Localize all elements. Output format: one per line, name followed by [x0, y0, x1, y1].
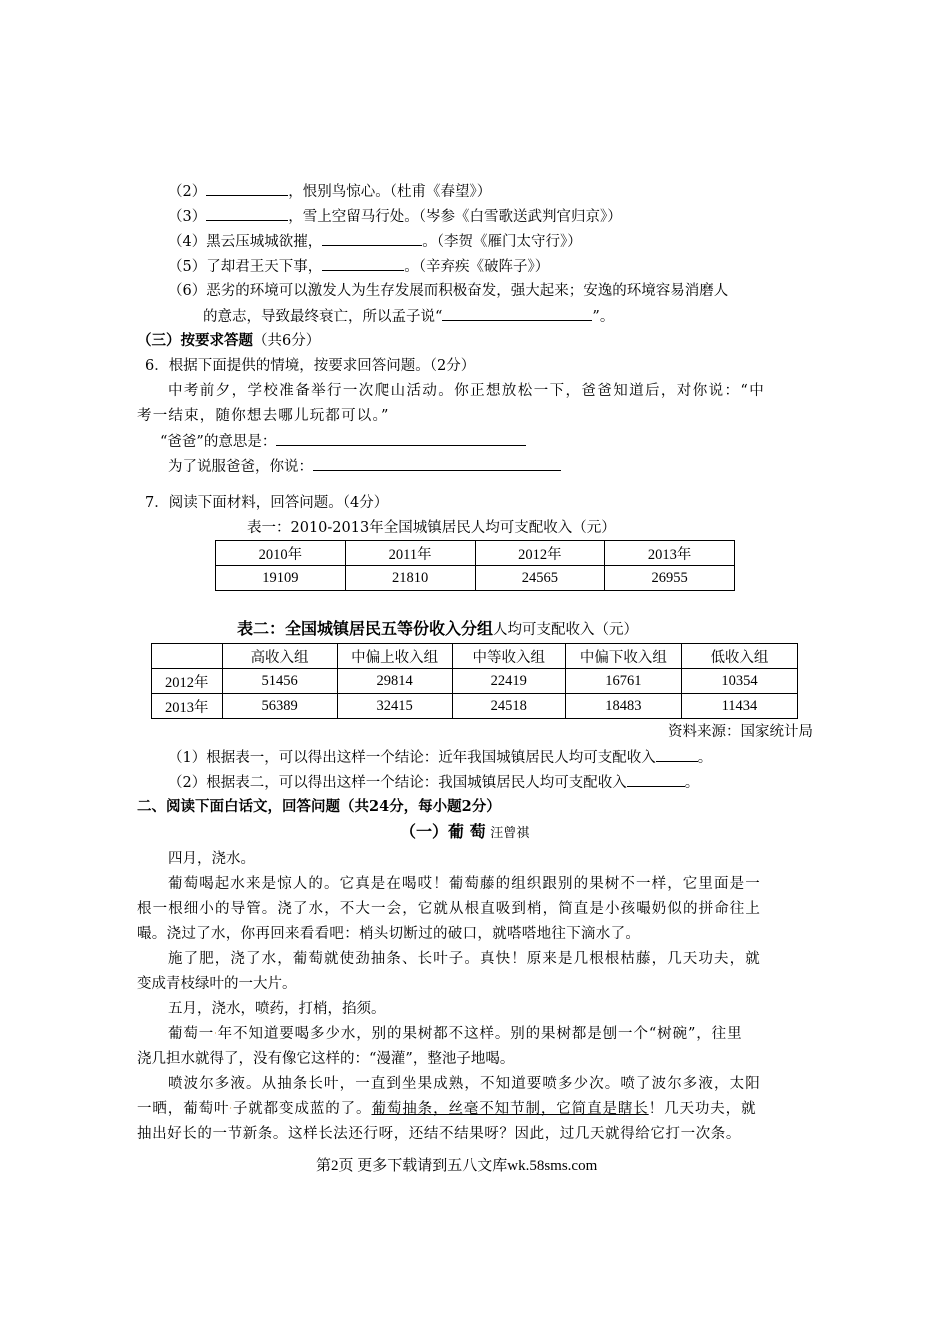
emphasis-dot: · — [229, 1104, 233, 1113]
table-cell: 19109 — [216, 566, 346, 591]
table-cell: 24565 — [475, 566, 605, 591]
table-cell — [152, 644, 223, 669]
table-cell: 高收入组 — [222, 644, 337, 669]
poem-line-3 — [168, 206, 622, 227]
article-line: 葡萄喝起水来是惊人的。它真是在喝哎！葡萄藤的组织跟别的果树不一样，它里面是一 — [168, 876, 761, 892]
q6-prompt-1: “爸爸”的意思是： — [160, 431, 526, 452]
article-line: 施了肥，浇了水，葡萄就使劲抽条、长叶子。真快！原来是几根根枯藤，几天功夫，就 — [168, 951, 761, 967]
article-line: 抽出好长的一节新条。这样长法还行呀，还结不结果呀？因此，过几天就得给它打一次条。 — [137, 1126, 741, 1142]
answer-blank[interactable] — [313, 456, 561, 471]
table-cell: 中等收入组 — [452, 644, 565, 669]
poem-number: （4） — [168, 234, 207, 250]
table-source: 资料来源：国家统计局 — [668, 724, 813, 740]
poem-line-4 — [168, 231, 582, 252]
table1-value-row — [216, 566, 735, 591]
table-2 — [151, 643, 798, 719]
q6-prompt-2: 为了说服爸爸，你说： — [168, 456, 561, 477]
q6-scenario-line1: 中考前夕，学校准备举行一次爬山活动。你正想放松一下，爸爸知道后，对你说：“中 — [168, 383, 766, 399]
answer-blank[interactable] — [442, 306, 592, 321]
poem-text: 了却君王天下事， — [206, 259, 323, 275]
q6-scenario-line2: 考一结束，随你想去哪儿玩都可以。” — [137, 408, 390, 424]
table-cell: 中偏上收入组 — [337, 644, 452, 669]
article-line: 五月，浇水，喷药，打梢，掐须。 — [168, 1001, 386, 1017]
question-6-title: 6．根据下面提供的情境，按要求回答问题。（2分） — [145, 358, 476, 374]
table-cell: 56389 — [222, 694, 337, 719]
poem-text: 。（辛弃疾《破阵子》） — [404, 259, 550, 275]
poem-text: 黑云压城城欲摧， — [206, 234, 323, 250]
poem-text: ，恨别鸟惊心。（杜甫《春望》） — [288, 184, 492, 200]
article-line: 变成青枝绿叶的一大片。 — [137, 976, 297, 992]
table-1 — [215, 540, 735, 591]
poem-text: ，雪上空留马行处。（岑参《白雪歌送武判官归京》） — [288, 209, 622, 225]
poem-text: 。（李贺《雁门太守行》） — [422, 234, 582, 250]
table-cell: 18483 — [565, 694, 681, 719]
section-heading: （三）按要求答题（共6分） — [137, 332, 321, 349]
table2-row-2012 — [152, 669, 798, 694]
article-paragraph: 四月，浇水。 — [168, 851, 255, 867]
table-cell: 2013年 — [152, 694, 223, 719]
article-line: 葡萄一·年不知道要喝多少水，别的果树都不这样。别的果树都是刨一个“树碗”，往里 — [168, 1026, 743, 1042]
table-cell: 2012年 — [475, 541, 605, 566]
table-cell: 51456 — [222, 669, 337, 694]
table2-caption: 表二：全国城镇居民五等份收入分组人均可支配收入（元） — [237, 619, 639, 638]
answer-blank[interactable] — [206, 181, 288, 196]
table-cell: 10354 — [681, 669, 797, 694]
article-line: 嘬。浇过了水，你再回来看看吧：梢头切断过的破口，就嗒嗒地往下滴水了。 — [137, 926, 641, 942]
article-line: 浇几担水就得了，没有像它这样的：“漫灌”，整池子地喝。 — [137, 1051, 515, 1067]
article-title-line — [400, 822, 529, 844]
table-cell: 29814 — [337, 669, 452, 694]
table2-row-2013 — [152, 694, 798, 719]
table-cell: 11434 — [681, 694, 797, 719]
poem-number: （3） — [168, 209, 207, 225]
page-footer: 第2页 更多下载请到五八文库wk.58sms.com — [316, 1158, 598, 1174]
table-cell: 中偏下收入组 — [565, 644, 681, 669]
table-cell: 低收入组 — [681, 644, 797, 669]
table-cell: 2012年 — [152, 669, 223, 694]
article-line: 一晒，葡萄叶·子就都变成蓝的了。葡萄抽条，丝毫不知节制，它简直是瞎长！几天功夫，就 — [137, 1101, 757, 1117]
table1-caption: 表一：2010-2013年全国城镇居民人均可支配收入（元） — [247, 520, 616, 536]
article-author: 汪曾祺 — [490, 826, 530, 841]
answer-blank[interactable] — [627, 772, 685, 787]
poem-line-5 — [168, 256, 549, 277]
poem-text: ”。 — [592, 309, 615, 325]
table-cell: 32415 — [337, 694, 452, 719]
article-title: （一）葡 萄 — [400, 822, 486, 841]
poem-number: （5） — [168, 259, 207, 275]
poem-text: 的意志，导致最终衰亡，所以孟子说“ — [203, 309, 443, 325]
answer-blank[interactable] — [656, 747, 698, 762]
underlined-sentence: 葡萄抽条，丝毫不知节制，它简直是瞎长 — [371, 1101, 649, 1117]
table1-header-row — [216, 541, 735, 566]
question-7-title: 7．阅读下面材料，回答问题。（4分） — [145, 495, 389, 511]
table-cell: 16761 — [565, 669, 681, 694]
table-cell: 22419 — [452, 669, 565, 694]
table2-header-row — [152, 644, 798, 669]
answer-blank[interactable] — [322, 231, 422, 246]
answer-blank[interactable] — [276, 431, 526, 446]
poem-line-6a: （6）恶劣的环境可以激发人为生存发展而积极奋发，强大起来；安逸的环境容易消磨人 — [168, 283, 729, 299]
part-2-heading: 二、阅读下面白话文，回答问题（共24分，每小题2分） — [137, 798, 501, 815]
emphasis-dot: · — [214, 1029, 218, 1038]
article-line: 喷波尔多液。从抽条长叶，一直到坐果成熟，不知道要喷多少次。喷了波尔多液，太阳 — [168, 1076, 761, 1092]
q7-sub-1: （1）根据表一，可以得出这样一个结论：近年我国城镇居民人均可支配收入 。 — [168, 747, 712, 768]
poem-line-2 — [168, 181, 491, 202]
table-cell: 26955 — [605, 566, 735, 591]
table-cell: 2013年 — [605, 541, 735, 566]
answer-blank[interactable] — [322, 256, 404, 271]
answer-blank[interactable] — [206, 206, 288, 221]
poem-number: （2） — [168, 184, 207, 200]
table-cell: 24518 — [452, 694, 565, 719]
table-cell: 2011年 — [345, 541, 475, 566]
q7-sub-2: （2）根据表二，可以得出这样一个结论：我国城镇居民人均可支配收入 。 — [168, 772, 699, 793]
table-cell: 2010年 — [216, 541, 346, 566]
article-line: 根一根细小的导管。浇了水，不大一会，它就从根直吸到梢，简直是小孩嘬奶似的拼命往上 — [137, 901, 761, 917]
table-cell: 21810 — [345, 566, 475, 591]
poem-line-6b — [203, 306, 614, 327]
